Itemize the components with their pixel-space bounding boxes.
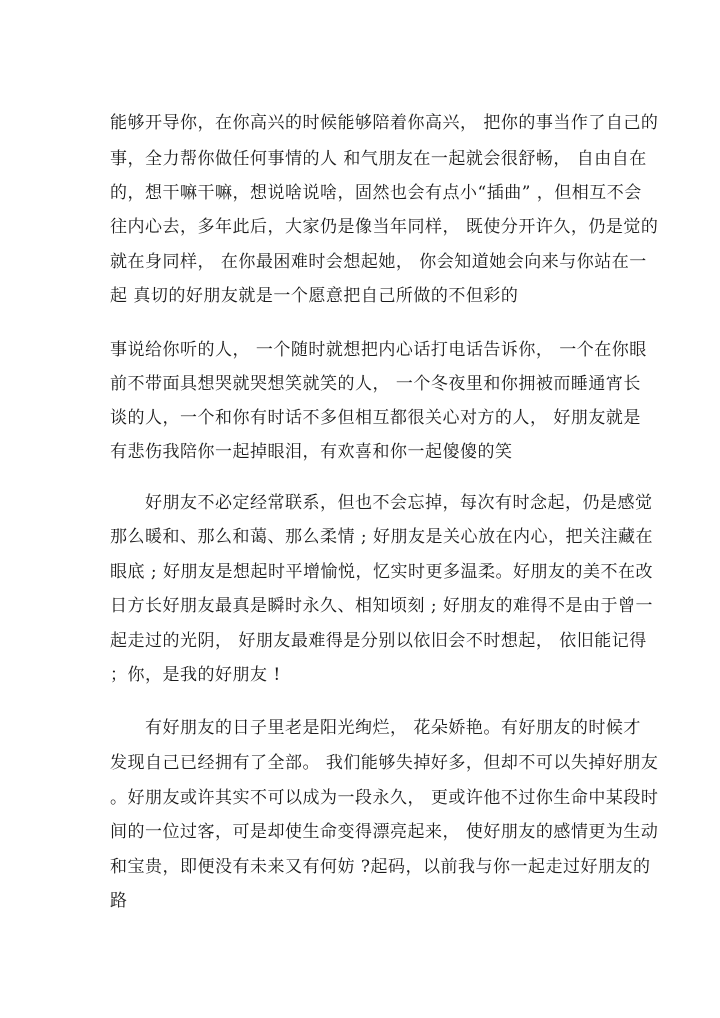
text-line: 有好朋友的日子里老是阳光绚烂， 花朵娇艳。有好朋友的时候才 — [145, 718, 641, 738]
text-line: 前不带面具想哭就哭想笑就笑的人， 一个冬夜里和你拥被而睡通宵长 — [110, 374, 641, 394]
text-line: 往内心去，多年此后，大家仍是像当年同样， 既使分开许久，仍是觉的 — [110, 217, 659, 237]
text-line: 事，全力帮你做任何事情的人 和气朋友在一起就会很舒畅， 自由自在 — [110, 149, 647, 169]
text-line: ；你，是我的好朋友 ! — [110, 665, 281, 685]
text-line: 起走过的光阴， 好朋友最难得是分别以依旧会不时想起， 依旧能记得 — [110, 631, 647, 651]
text-line: 和宝贵，即便没有未来又有何妨 ?起码，以前我与你一起走过好朋友的 — [110, 857, 651, 877]
text-line: 的，想干嘛干嘛，想说啥说啥，固然也会有点小“插曲” ，但相互不会 — [110, 183, 642, 203]
text-line: 间的一位过客，可是却使生命变得漂亮起来， 使好朋友的感情更为生动 — [110, 822, 659, 842]
text-line: 能够开导你，在你高兴的时候能够陪着你高兴， 把你的事当作了自己的 — [110, 113, 659, 133]
text-line: 。好朋友或许其实不可以成为一段永久， 更或许他不过你生命中某段时 — [110, 788, 659, 808]
text-line: 好朋友不必定经常联系，但也不会忘掉，每次有时念起，仍是感觉 — [145, 493, 653, 513]
text-line: 事说给你听的人， 一个随时就想把内心话打电话告诉你， 一个在你眼 — [110, 340, 647, 360]
text-line: 有悲伤我陪你一起掉眼泪，有欢喜和你一起傻傻的笑 — [110, 442, 513, 462]
text-line: 那么暖和、那么和蔼、那么柔情 ; 好朋友是关心放在内心，把关注藏在 — [110, 527, 654, 547]
text-line: 日方长好朋友最真是瞬时永久、相知顷刻 ; 好朋友的难得不是由于曾一 — [110, 596, 654, 616]
text-line: 起 真切的好朋友就是一个愿意把自己所做的不但彩的 — [110, 286, 519, 306]
text-line: 发现自己已经拥有了全部。 我们能够失掉好多，但却不可以失掉好朋友 — [110, 753, 659, 773]
text-line: 路 — [110, 891, 128, 911]
text-line: 就在身同样， 在你最困难时会想起她， 你会知道她会向来与你站在一 — [110, 252, 647, 272]
text-line: 谈的人，一个和你有时话不多但相互都很关心对方的人， 好朋友就是 — [110, 408, 641, 428]
text-line: 眼底 ; 好朋友是想起时平增愉悦，忆实时更多温柔。好朋友的美不在改 — [110, 562, 654, 582]
